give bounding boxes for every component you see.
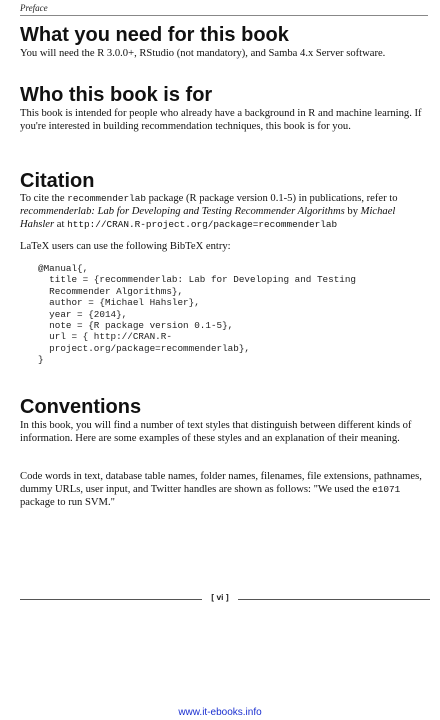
bibtex-code-block: @Manual{, title = {recommenderlab: Lab for Developing and Testing Recommender Algorithms}, author = {Michael Hahsler}, year = {2014}, note = {R package version 0.1-5}, url = { http://CRAN.R- project.org/package=recommenderlab}, } bbox=[38, 263, 357, 366]
reference-url: http://CRAN.R-project.org/package=recommenderlab bbox=[67, 219, 338, 230]
section-title-conventions: Conventions bbox=[20, 396, 142, 418]
code-word-example: e1071 bbox=[372, 484, 401, 495]
section-title-what-you-need: What you need for this book bbox=[20, 24, 289, 46]
conventions-paragraph-1: In this book, you will find a number of text styles that distinguish between different kinds of information. Here are some examples of these styles and an explanation of their meaning. bbox=[20, 420, 412, 444]
reference-author: Michael Hahsler bbox=[20, 206, 396, 230]
conventions-paragraph-2 bbox=[20, 470, 430, 509]
section-text-who-this-book-is-for: This book is intended for people who already have a background in R and machine learning. If you're interested in building recommendation techniques, this book is for you. bbox=[20, 108, 422, 132]
citation-text-part: package (R package version 0.1-5) in publications, refer to bbox=[145, 193, 398, 204]
reference-title: recommenderlab: Lab for Developing and Testing Recommender Algorithms bbox=[20, 206, 345, 217]
section-text-what-you-need: You will need the R 3.0.0+, RStudio (not mandatory), and Samba 4.x Server software. bbox=[20, 48, 386, 59]
page-number: [ vi ] bbox=[211, 592, 229, 602]
citation-text-part: To cite the bbox=[20, 193, 68, 204]
section-title-citation: Citation bbox=[20, 170, 95, 192]
citation-text-part: by bbox=[344, 206, 361, 217]
conventions-text-part: package to run SVM." bbox=[20, 497, 115, 508]
website-link[interactable]: www.it-ebooks.info bbox=[178, 707, 262, 718]
running-head: Preface bbox=[20, 3, 428, 16]
bibtex-intro: LaTeX users can use the following BibTeX entry: bbox=[20, 241, 231, 252]
citation-paragraph bbox=[20, 192, 430, 231]
section-title-who-this-book-is-for: Who this book is for bbox=[20, 84, 213, 106]
citation-text-part: at bbox=[54, 219, 68, 230]
conventions-text-part: Code words in text, database table names, folder names, filenames, file extensions, pathnames, dummy URLs, user input, and Twitter handles are shown as follows: "We used the bbox=[20, 471, 422, 495]
package-name-code: recommenderlab bbox=[67, 193, 146, 204]
